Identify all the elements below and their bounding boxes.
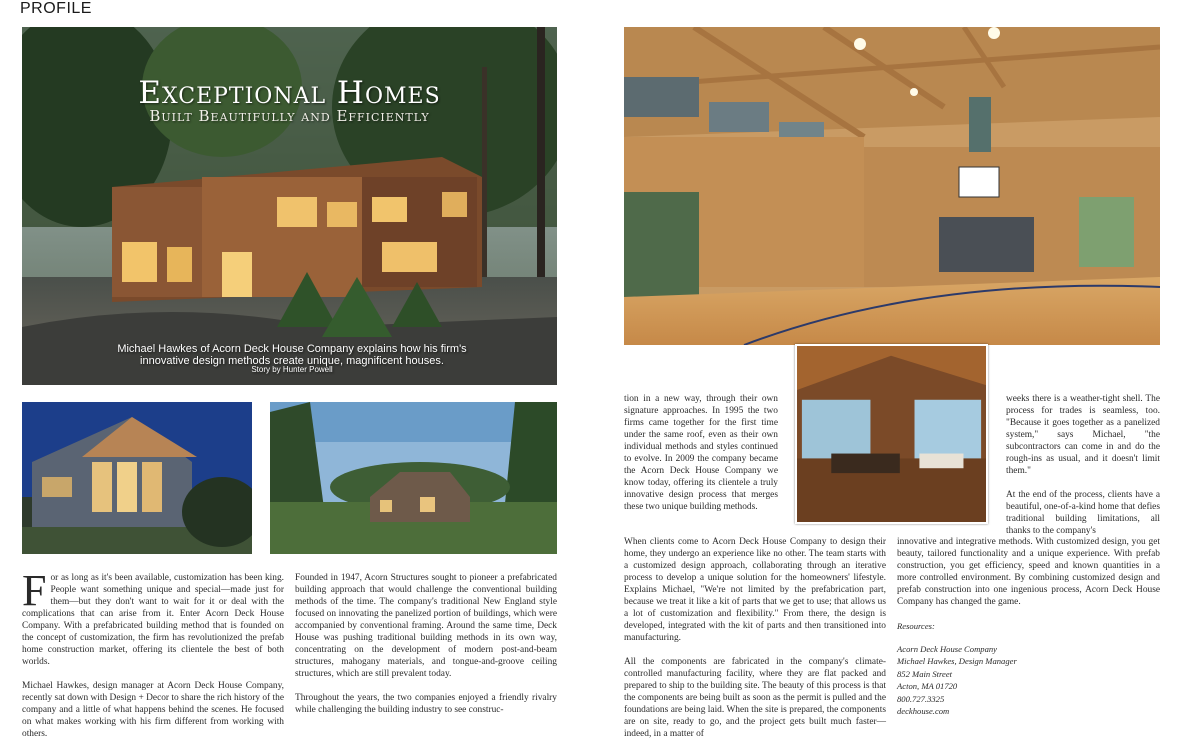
dining-inset-photo: [795, 344, 988, 524]
article-column-3-top: [624, 393, 778, 525]
hero-photo: [22, 27, 557, 385]
article-column-4-bottom: [897, 536, 1160, 620]
article-paragraph: Michael Hawkes, design manager at Acorn Deck House Company, recently sat down with Design + Decor to share the rich history of the company and a little of what happens behind the scenes. He focused on what makes working with his firm different from working with others.: [22, 681, 284, 739]
gym-photo: [624, 27, 1160, 345]
article-paragraph: innovative and integrative methods. With customized design, you get beauty, tailored functionality and a unique experience. With prefab construction, you get efficiency, speed and known quantities in a more controlled environment. By combining customized design and prefab construction into one ingenious process, Acorn Deck House Company has changed the game.: [897, 537, 1160, 607]
article-column-4-top: [1006, 393, 1160, 549]
drop-cap: F: [22, 566, 47, 615]
resource-phone[interactable]: 800.727.3325: [897, 693, 945, 704]
article-paragraph: weeks there is a weather-tight shell. The process for trades is seamless, too. "Because it goes together as a panelized system," says Michael, "the subcontractors can come in and do the rough-ins as usual, and it doesn't limit them.": [1006, 394, 1160, 476]
hero-caption: Michael Hawkes of Acorn Deck House Company explains how his firm's innovative design methods create unique, magnificent houses.: [117, 343, 467, 367]
resources-heading: Resources:: [897, 621, 935, 631]
resources-block: [897, 620, 1160, 718]
article-paragraph: tion in a new way, through their own signature approaches. In 1995 the two firms came together for the first time under the same roof, even as their own individual methods and styles continued to evolve. In 2009 the company became the Acorn Deck House Company we know today, offering its clientele a truly innovative design process that merges these two unique building methods.: [624, 394, 778, 512]
house-dusk-photo: [22, 402, 252, 554]
hero-byline: Story by Hunter Powell: [251, 365, 333, 374]
resource-website-link[interactable]: deckhouse.com: [897, 706, 950, 716]
resource-city: Acton, MA 01720: [897, 681, 958, 691]
article-paragraph: At the end of the process, clients have a beautiful, one-of-a-kind home that defies traditional building limitations, all thanks to the company's: [1006, 490, 1160, 536]
hero-subtitle: Built Beautifully and Efficiently: [149, 107, 430, 125]
article-paragraph: Founded in 1947, Acorn Structures sought to pioneer a prefabricated building approach that would challenge the conventional building methods of the time. The company's traditional New England style focused on innovating the panelized portion of buildings, which were accompanied by conventional framing. Around the same time, Deck House was pushing traditional building methods in its own way, concentrating on the development of modern post-and-beam structures, mahogany materials, and tongue-and-groove ceiling structures, which are still prevalent today.: [295, 573, 557, 679]
section-label: PROFILE: [20, 0, 92, 17]
resource-contact: Michael Hawkes, Design Manager: [897, 656, 1017, 666]
article-paragraph: All the components are fabricated in the company's climate-controlled manufacturing facility, where they are flat packed and prepared to ship to the building site. The beauty of this process is that the components are being built as soon as the permit is pulled and the foundations are being laid. When the site is prepared, the components are on site, ready to go, and the project gets built much faster—indeed, in a matter of: [624, 657, 886, 739]
article-column-2: [295, 572, 557, 728]
house-lake-photo: [270, 402, 557, 554]
article-paragraph: When clients come to Acorn Deck House Company to design their home, they undergo an experience like no other. The team starts with a customized design approach, collaborating through an iterative process to develop a unique solution for the homeowners' lifestyle. Explains Michael, "We're not limited by the prefabrication part, because we treat it like a kit of parts that we get to use; that allows us a lot of customization and flexibility." From there, the design is developed, integrated with the kit of parts and then transitioned into manufacturing.: [624, 537, 886, 643]
article-paragraph: Throughout the years, the two companies enjoyed a friendly rivalry while challenging the building industry to see construc-: [295, 693, 557, 715]
article-column-1: [22, 566, 284, 749]
hero-title: Exceptional Homes: [138, 75, 441, 111]
article-paragraph: For as long as it's been available, customization has been king. People want something unique and special—made just for them—but they don't want to wait for it or deal with the complications that can arise from it. Enter Acorn Deck House Company. With a prefabricated building method that is founded on the concept of customization, the firm has revolutionized the prefab home construction market, offering its clientele the best of both worlds.: [22, 566, 284, 667]
article-column-3-bottom: [624, 536, 886, 749]
resource-company: Acorn Deck House Company: [897, 643, 997, 654]
resource-street: 852 Main Street: [897, 668, 953, 679]
